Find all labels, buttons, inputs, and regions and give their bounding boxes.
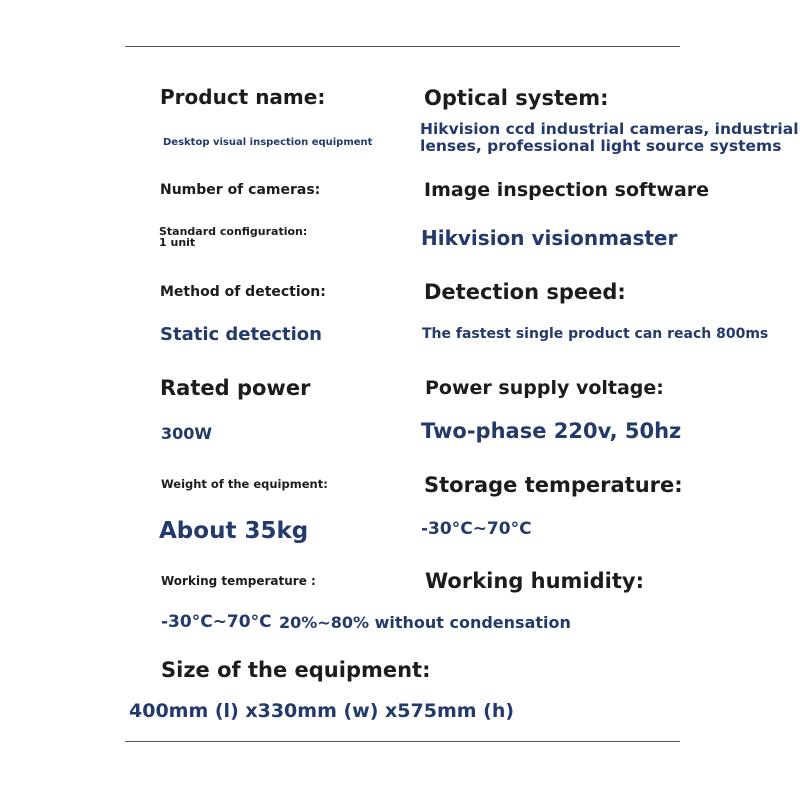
size-value: 400mm (l) x330mm (w) x575mm (h): [129, 700, 515, 722]
detection-speed-value: The fastest single product can reach 800ms: [422, 326, 769, 342]
supply-voltage-value: Two-phase 220v, 50hz: [421, 419, 682, 443]
optical-system-label: Optical system:: [424, 86, 609, 110]
working-humidity-label: Working humidity:: [425, 569, 644, 593]
working-humidity-value: 20%~80% without condensation: [279, 613, 571, 632]
working-temperature-value: -30°C~70°C: [161, 612, 272, 632]
storage-temperature-value: -30°C~70°C: [421, 519, 532, 539]
top-divider: [125, 46, 680, 47]
rated-power-value: 300W: [161, 424, 213, 443]
rated-power-label: Rated power: [160, 376, 311, 400]
supply-voltage-label: Power supply voltage:: [425, 377, 664, 399]
detection-speed-label: Detection speed:: [424, 280, 626, 304]
software-label: Image inspection software: [424, 179, 710, 201]
weight-value: About 35kg: [159, 518, 309, 544]
bottom-divider: [125, 741, 680, 742]
detection-method-label: Method of detection:: [160, 284, 326, 300]
detection-method-value: Static detection: [160, 324, 322, 345]
product-name-value: Desktop visual inspection equipment: [163, 137, 373, 148]
working-temperature-label: Working temperature :: [161, 574, 316, 588]
size-label: Size of the equipment:: [161, 658, 431, 682]
cameras-value-line1: Standard configuration:: [159, 225, 308, 238]
optical-system-value-line2: lenses, professional light source systems: [420, 137, 782, 155]
cameras-value-line2: 1 unit: [159, 236, 196, 249]
software-value: Hikvision visionmaster: [421, 226, 678, 250]
storage-temperature-label: Storage temperature:: [424, 473, 683, 497]
product-name-label: Product name:: [160, 85, 326, 109]
cameras-label: Number of cameras:: [160, 182, 321, 198]
weight-label: Weight of the equipment:: [161, 477, 328, 491]
optical-system-value-line1: Hikvision ccd industrial cameras, industrial: [420, 120, 799, 138]
